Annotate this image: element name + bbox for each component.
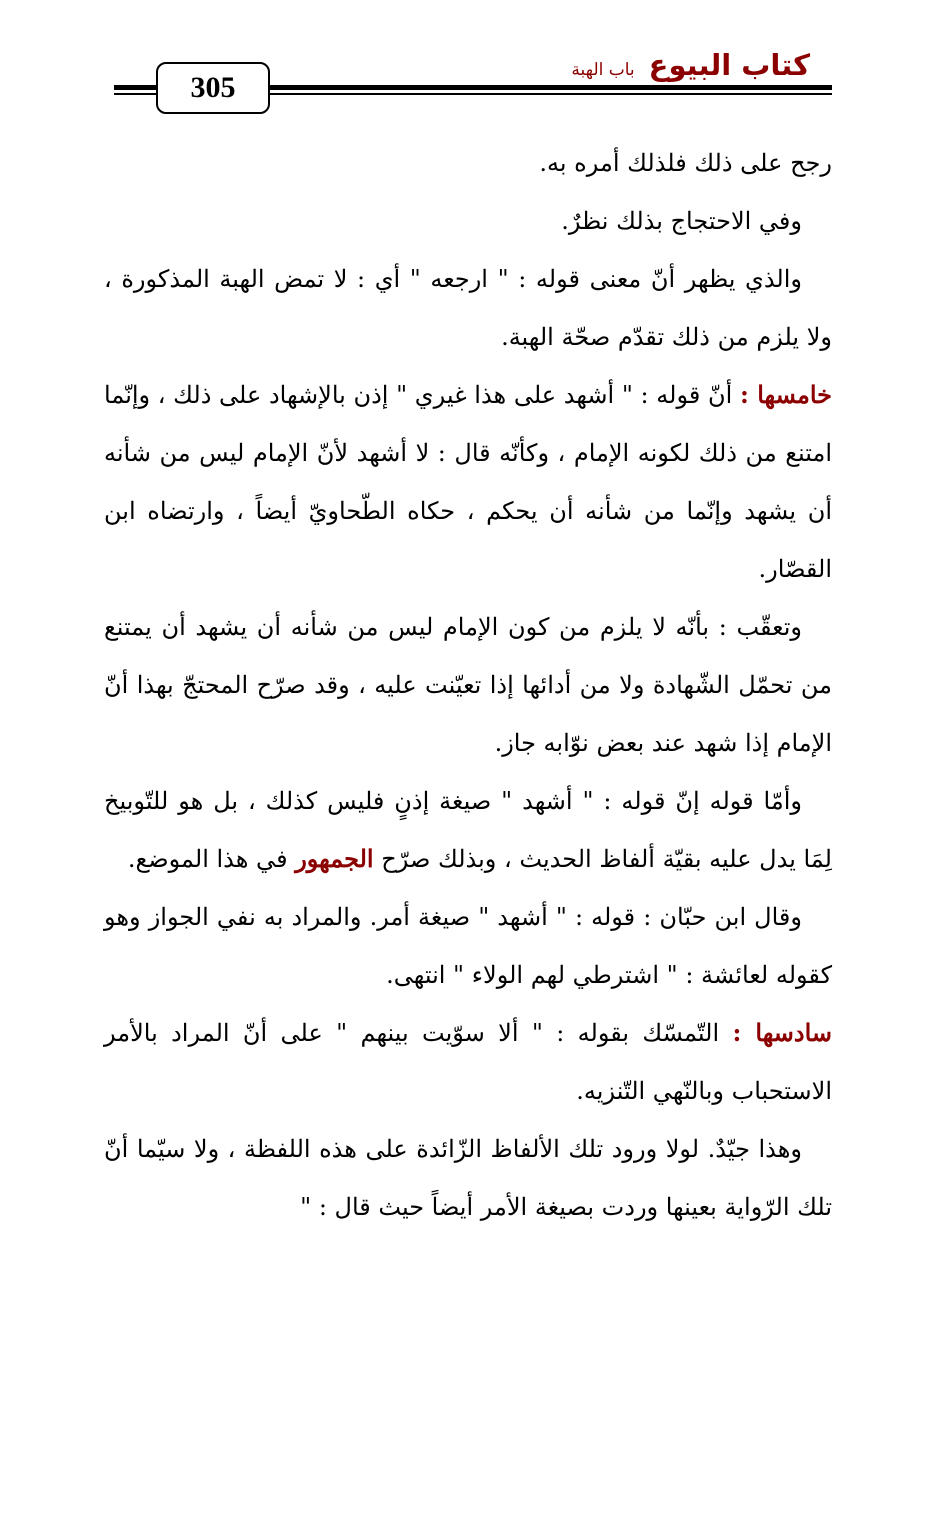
paragraph-9 — [104, 1120, 832, 1236]
running-head — [571, 48, 810, 82]
highlighted-term: الجمهور — [295, 844, 374, 873]
paragraph-5 — [104, 598, 832, 772]
page-body — [104, 134, 832, 1236]
page-header — [114, 48, 832, 118]
paragraph-text: رجح على ذلك فلذلك أمره به. — [539, 149, 832, 177]
paragraph-1 — [104, 134, 832, 192]
paragraph-3 — [104, 250, 832, 366]
paragraph-text: والذي يظهر أنّ معنى قوله : " ارجعه " أي : لا تمض الهبة المذكورة ، ولا يلزم من ذلك تقدّم صحّة الهبة. — [104, 265, 832, 351]
paragraph-8 — [104, 1004, 832, 1120]
section-title: باب الهبة — [571, 60, 635, 80]
paragraph-text: في هذا الموضع. — [127, 845, 288, 873]
paragraph-text: التّمسّك بقوله : " ألا سوّيت بينهم " على أنّ المراد بالأمر الاستحباب وبالنّهي التّنزيه. — [104, 1019, 832, 1105]
paragraph-6 — [104, 772, 832, 888]
paragraph-text: وفي الاحتجاج بذلك نظرٌ. — [561, 207, 802, 235]
page-number: 305 — [156, 62, 270, 114]
paragraph-text: أنّ قوله : " أشهد على هذا غيري " إذن بالإشهاد على ذلك ، وإنّما امتنع من ذلك لكونه الإمام ، وكأنّه قال : لا أشهد لأنّ الإمام ليس من شأنه أن يشهد وإنّما من شأنه أن يحكم ، حكاه الطّحاويّ أيضاً ، وارتضاه ابن القصّار. — [104, 381, 832, 583]
book-title: كتاب البيوع — [648, 48, 810, 82]
paragraph-text: وقال ابن حبّان : قوله : " أشهد " صيغة أمر. والمراد به نفي الجواز وهو كقوله لعائشة : " اشترطي لهم الولاء " انتهى. — [104, 903, 832, 989]
point-keyword: خامسها : — [739, 380, 832, 409]
paragraph-7 — [104, 888, 832, 1004]
paragraph-4 — [104, 366, 832, 598]
paragraph-text: وتعقّب : بأنّه لا يلزم من كون الإمام ليس من شأنه أن يشهد أن يمتنع من تحمّل الشّهادة ولا من أدائها إذا تعيّنت عليه ، وقد صرّح المحتجّ بهذا أنّ الإمام إذا شهد عند بعض نوّابه جاز. — [104, 613, 832, 757]
paragraph-text: وأمّا قوله إنّ قوله : " أشهد " صيغة إذنٍ فليس كذلك ، بل هو للتّوبيخ لِمَا يدل عليه بقيّة ألفاظ الحديث ، وبذلك صرّح — [104, 787, 832, 873]
paragraph-text: وهذا جيّدٌ. لولا ورود تلك الألفاظ الزّائدة على هذه اللفظة ، ولا سيّما أنّ تلك الرّواية بعينها وردت بصيغة الأمر أيضاً حيث قال : " — [104, 1135, 832, 1221]
point-keyword: سادسها : — [732, 1018, 832, 1047]
paragraph-2 — [104, 192, 832, 250]
